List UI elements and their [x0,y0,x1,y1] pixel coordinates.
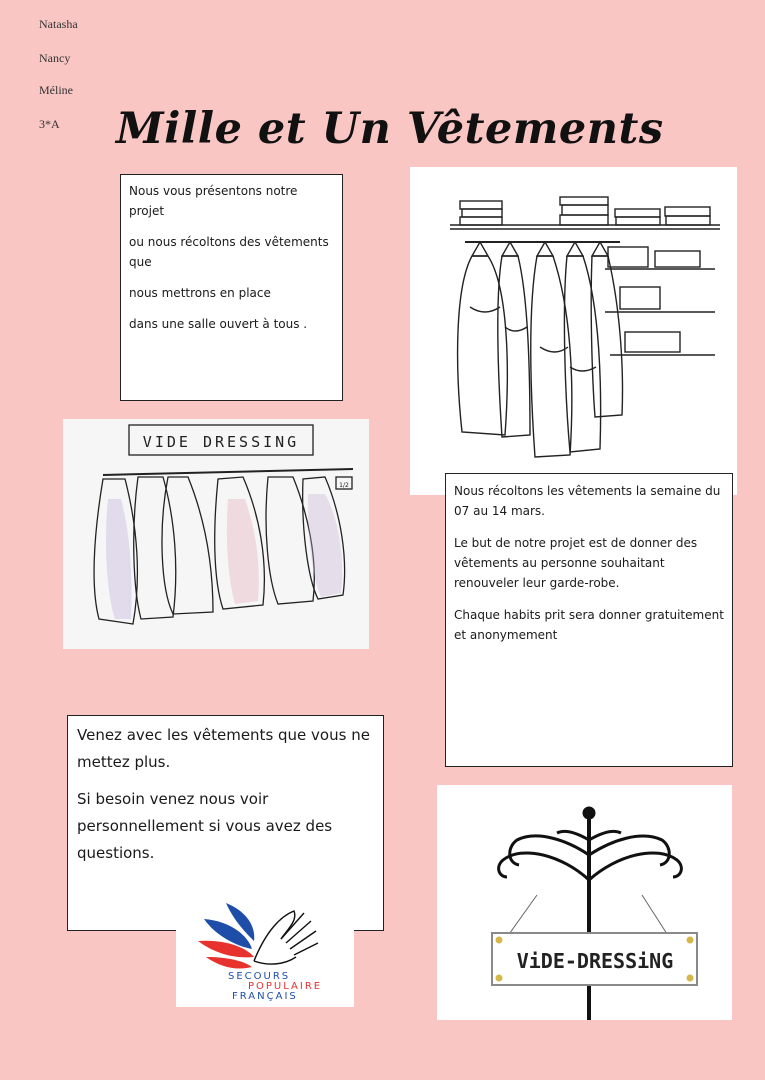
wardrobe-sketch-drawing [410,167,737,495]
logo-word: POPULAIRE [248,981,323,992]
logo-word: FRANÇAIS [232,991,298,1002]
intro-line: Nous vous présentons notre projet [129,184,298,218]
wardrobe-sketch-image [410,167,737,495]
intro-text-box [120,174,343,401]
intro-line: dans une salle ouvert à tous . [129,317,308,331]
coat-stand-sign-image [437,785,732,1020]
coat-stand-sign-text: ViDE-DRESSiNG [516,949,674,973]
coat-stand-drawing [437,785,732,1020]
details-line: Le but de notre projet est de donner des vêtements au personne souhaitant renouveler leur garde-robe. [454,536,698,590]
clothes-rack-drawing [63,419,369,649]
invite-line: Si besoin venez nous voir personnellement si vous avez des questions. [77,790,333,862]
page-title: Mille et Un Vêtements [116,104,664,154]
sketch-sign-text: VIDE DRESSING [142,433,300,451]
details-line: Nous récoltons les vêtements la semaine du 07 au 14 mars. [454,484,721,518]
author-name: Natasha [39,17,78,31]
price-tag-text: 1/2 [339,482,349,489]
invite-line: Venez avec les vêtements que vous ne mettez plus. [77,726,370,771]
logo-drawing [176,891,354,1007]
logo-word: SECOURS [228,971,291,982]
class-label: 3*A [39,117,60,131]
intro-line: nous mettrons en place [129,286,271,300]
details-text-box [445,473,733,767]
author-name: Nancy [39,51,71,65]
intro-line: ou nous récoltons des vêtements que [129,235,329,269]
secours-populaire-logo [176,891,354,1007]
details-line: Chaque habits prit sera donner gratuitement et anonymement [454,608,724,642]
author-name: Méline [39,83,73,97]
vide-dressing-sketch-image [63,419,369,649]
